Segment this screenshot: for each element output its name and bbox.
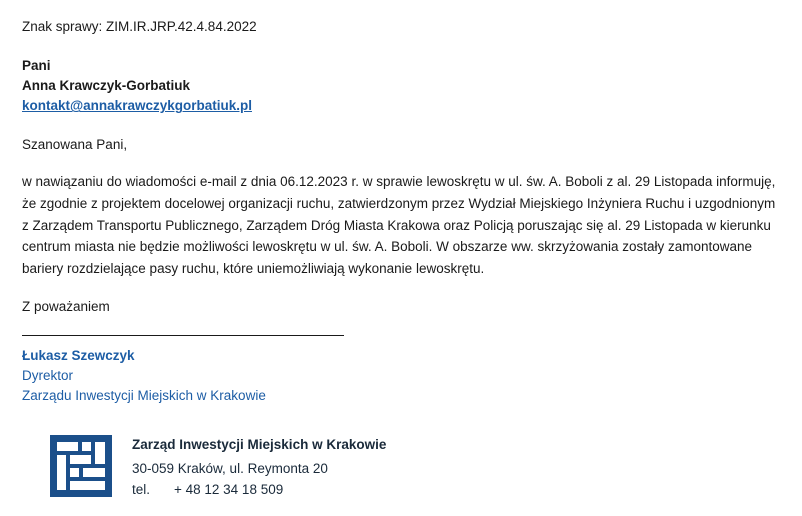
- signatory-role: Dyrektor: [22, 368, 74, 384]
- zim-logo-icon: [50, 435, 112, 497]
- addressee-name: Anna Krawczyk-Gorbatiuk: [22, 77, 191, 93]
- footer-address: 30-059 Kraków, ul. Reymonta 20: [132, 460, 328, 476]
- footer-phone-label: tel.: [132, 482, 151, 498]
- addressee-block: [22, 56, 780, 116]
- letter-body: w nawiązaniu do wiadomości e-mail z dnia 06.12.2023 r. w sprawie lewoskrętu w ul. św. A. Boboli z al. 29 Listopada informuję, że zgodnie z projektem docelowej organizacji ruchu, zatwierdzonym przez Wydział Miejskiego Inżyniera Ruchu i uzgodnionym z Zarządem Transportu Publicznego, Zarządem Dróg Miasta Krakowa oraz Policją poruszając się al. 29 Listopada w kierunku centrum miasta nie będzie możliwości lewoskrętu w ul. św. A. Boboli. W obszarze ww. skrzyżowania zostały zamontowane bariery rozdzielające pasy ruchu, które uniemożliwiają wykonanie lewoskrętu.: [22, 173, 776, 277]
- signature-divider: [22, 335, 344, 336]
- signatory-organization: Zarządu Inwestycji Miejskich w Krakowie: [22, 388, 266, 404]
- footer-organization: Zarząd Inwestycji Miejskich w Krakowie: [132, 436, 387, 452]
- footer-phone-value: + 48 12 34 18 509: [174, 482, 284, 498]
- signatory-name: Łukasz Szewczyk: [22, 347, 135, 363]
- case-reference: Znak sprawy: ZIM.IR.JRP.42.4.84.2022: [22, 19, 257, 34]
- footer-phone: [132, 479, 386, 501]
- addressee-honorific: Pani: [22, 58, 51, 74]
- signature-block: [22, 346, 780, 407]
- footer-text-block: [132, 433, 386, 501]
- closing: Z poważaniem: [22, 299, 110, 315]
- addressee-email-link[interactable]: kontakt@annakrawczykgorbatiuk.pl: [22, 98, 252, 114]
- footer-block: [22, 433, 780, 501]
- salutation: Szanowana Pani,: [22, 136, 128, 152]
